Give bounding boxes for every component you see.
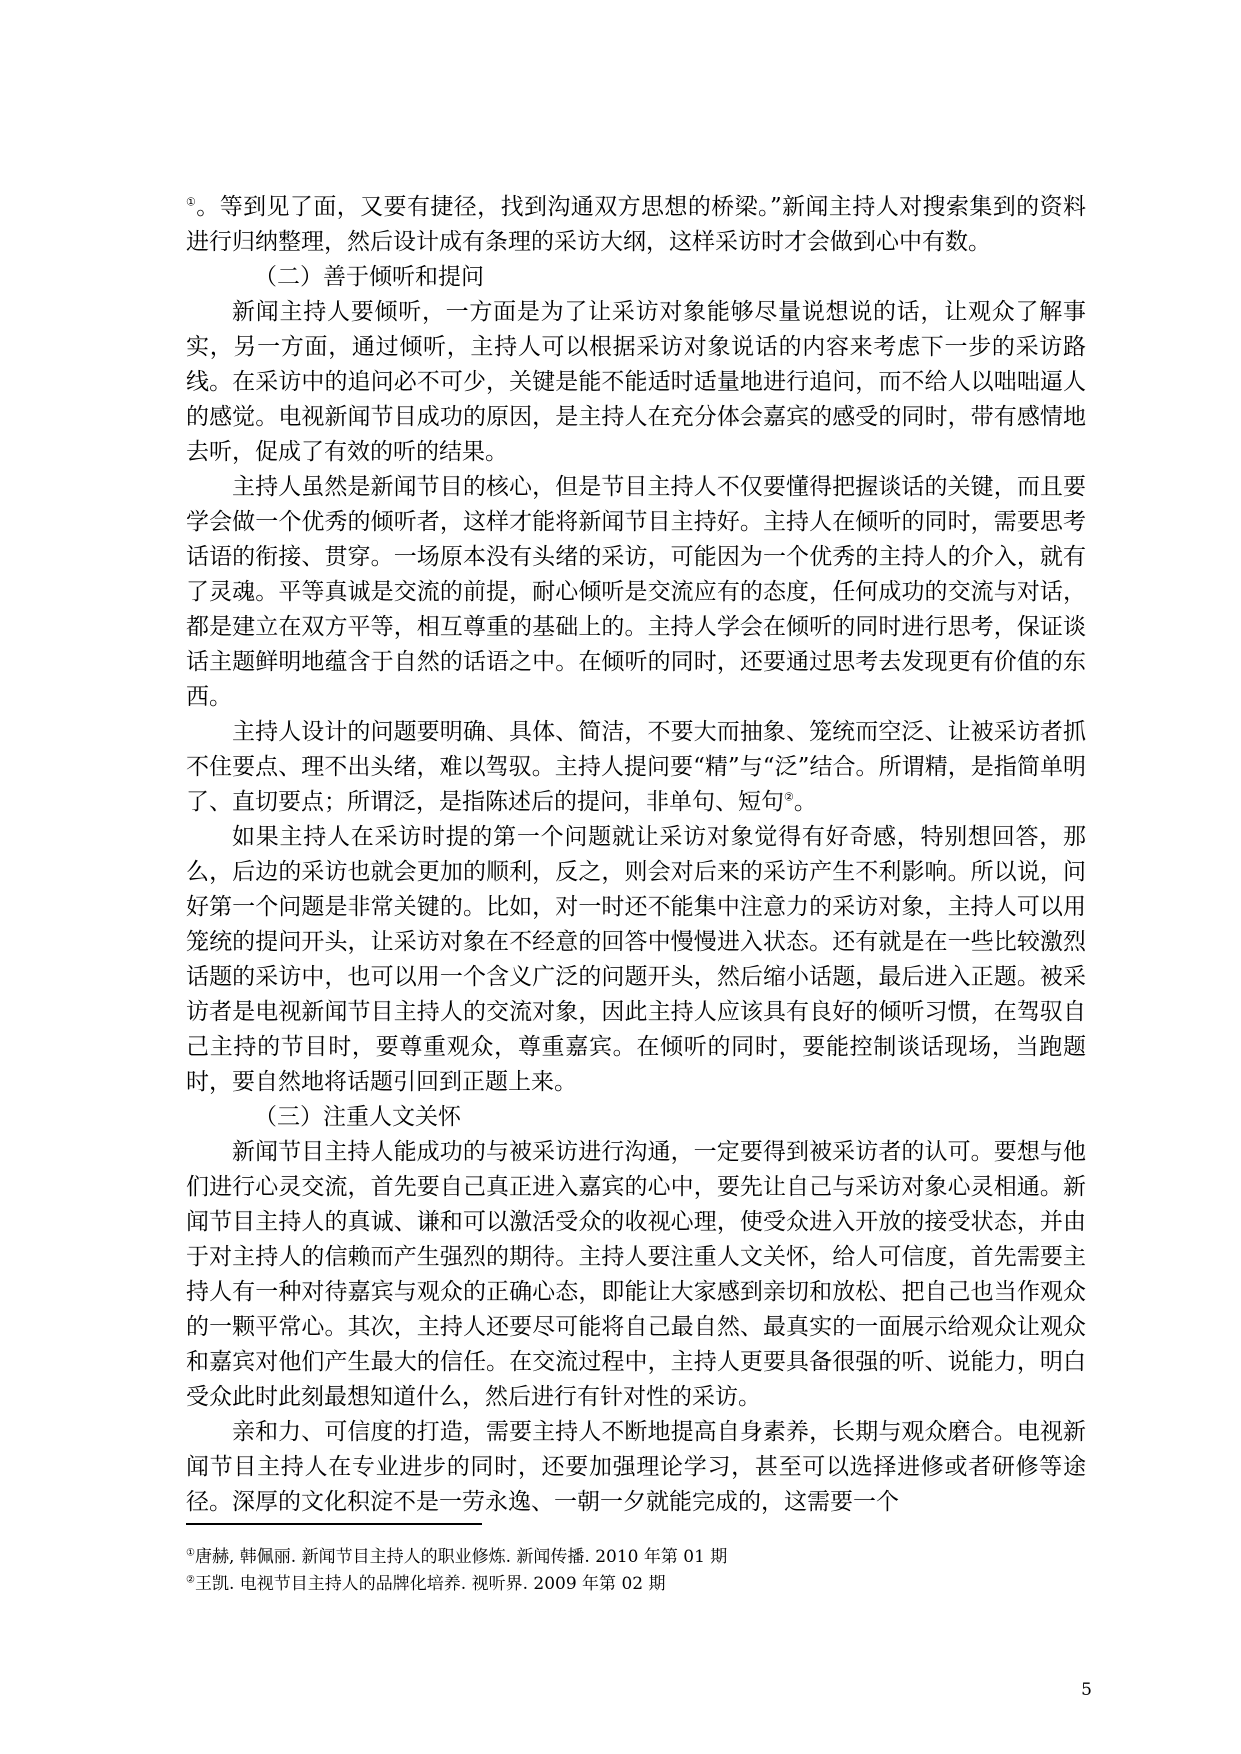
paragraph-text: 。等到见了面，又要有捷径，找到沟通双方思想的桥梁。”新闻主持人对搜索集到的资料进行归纳整理，然后设计成有条理的采访大纲，这样采访时才会做到心中有数。 [186, 194, 1086, 255]
footnote-2 [186, 1571, 1086, 1598]
section-heading-2: （二）善于倾听和提问 [254, 264, 484, 290]
body-text [186, 190, 1086, 1520]
footnote-number: ② [186, 1574, 195, 1586]
footnote-divider [186, 1523, 482, 1525]
paragraph: 亲和力、可信度的打造，需要主持人不断地提高自身素养，长期与观众磨合。电视新闻节目主持人在专业进步的同时，还要加强理论学习，甚至可以选择进修或者研修等途径。深厚的文化积淀不是一劳永逸、一朝一夕就能完成的，这需要一个 [186, 1419, 1086, 1515]
footnote-1 [186, 1544, 1086, 1571]
paragraph: 新闻节目主持人能成功的与被采访进行沟通，一定要得到被采访者的认可。要想与他们进行心灵交流，首先要自己真正进入嘉宾的心中，要先让自己与采访对象心灵相通。新闻节目主持人的真诚、谦和可以激活受众的收视心理，使受众进入开放的接受状态，并由于对主持人的信赖而产生强烈的期待。主持人要注重人文关怀，给人可信度，首先需要主持人有一种对待嘉宾与观众的正确心态，即能让大家感到亲切和放松、把自己也当作观众的一颗平常心。其次，主持人还要尽可能将自己最自然、最真实的一面展示给观众让观众和嘉宾对他们产生最大的信任。在交流过程中，主持人更要具备很强的听、说能力，明白受众此时此刻最想知道什么，然后进行有针对性的采访。 [186, 1139, 1086, 1410]
footnote-ref-2: ② [784, 790, 794, 804]
footnote-number: ① [186, 1547, 195, 1559]
paragraph [186, 715, 1086, 820]
footnote-text: 王凯. 电视节目主持人的品牌化培养. 视听界. 2009 年第 02 期 [194, 1574, 666, 1594]
page-number: 5 [1081, 1680, 1092, 1700]
paragraph-text: 主持人设计的问题要明确、具体、简洁，不要大而抽象、笼统而空泛、让被采访者抓不住要点、理不出头绪，难以驾驭。主持人提问要“精”与“泛”结合。所谓精，是指简单明了、直切要点；所谓泛，是指陈述后的提问，非单句、短句 [186, 719, 1086, 815]
paragraph-tail: 。 [793, 789, 817, 815]
paragraph: 如果主持人在采访时提的第一个问题就让采访对象觉得有好奇感，特别想回答，那么，后边的采访也就会更加的顺利，反之，则会对后来的采访产生不利影响。所以说，问好第一个问题是非常关键的。比如，对一时还不能集中注意力的采访对象，主持人可以用笼统的提问开头，让采访对象在不经意的回答中慢慢进入状态。还有就是在一些比较激烈话题的采访中，也可以用一个含义广泛的问题开头，然后缩小话题，最后进入正题。被采访者是电视新闻节目主持人的交流对象，因此主持人应该具有良好的倾听习惯，在驾驭自己主持的节目时，要尊重观众，尊重嘉宾。在倾听的同时，要能控制谈话现场，当跑题时，要自然地将话题引回到正题上来。 [186, 824, 1086, 1095]
footnotes [186, 1544, 1086, 1598]
paragraph-continuation [186, 190, 1086, 260]
paragraph: 新闻主持人要倾听，一方面是为了让采访对象能够尽量说想说的话，让观众了解事实，另一方面，通过倾听，主持人可以根据采访对象说话的内容来考虑下一步的采访路线。在采访中的追问必不可少，关键是能不能适时适量地进行追问，而不给人以咄咄逼人的感觉。电视新闻节目成功的原因，是主持人在充分体会嘉宾的感受的同时，带有感情地去听，促成了有效的听的结果。 [186, 299, 1086, 465]
paragraph: 主持人虽然是新闻节目的核心，但是节目主持人不仅要懂得把握谈话的关键，而且要学会做一个优秀的倾听者，这样才能将新闻节目主持好。主持人在倾听的同时，需要思考话语的衔接、贯穿。一场原本没有头绪的采访，可能因为一个优秀的主持人的介入，就有了灵魂。平等真诚是交流的前提，耐心倾听是交流应有的态度，任何成功的交流与对话，都是建立在双方平等，相互尊重的基础上的。主持人学会在倾听的同时进行思考，保证谈话主题鲜明地蕴含于自然的话语之中。在倾听的同时，还要通过思考去发现更有价值的东西。 [186, 474, 1086, 710]
footnote-ref-1: ① [186, 195, 197, 209]
section-heading-3: （三）注重人文关怀 [254, 1104, 461, 1130]
footnote-text: 唐赫, 韩佩丽. 新闻节目主持人的职业修炼. 新闻传播. 2010 年第 01 期 [194, 1547, 728, 1567]
